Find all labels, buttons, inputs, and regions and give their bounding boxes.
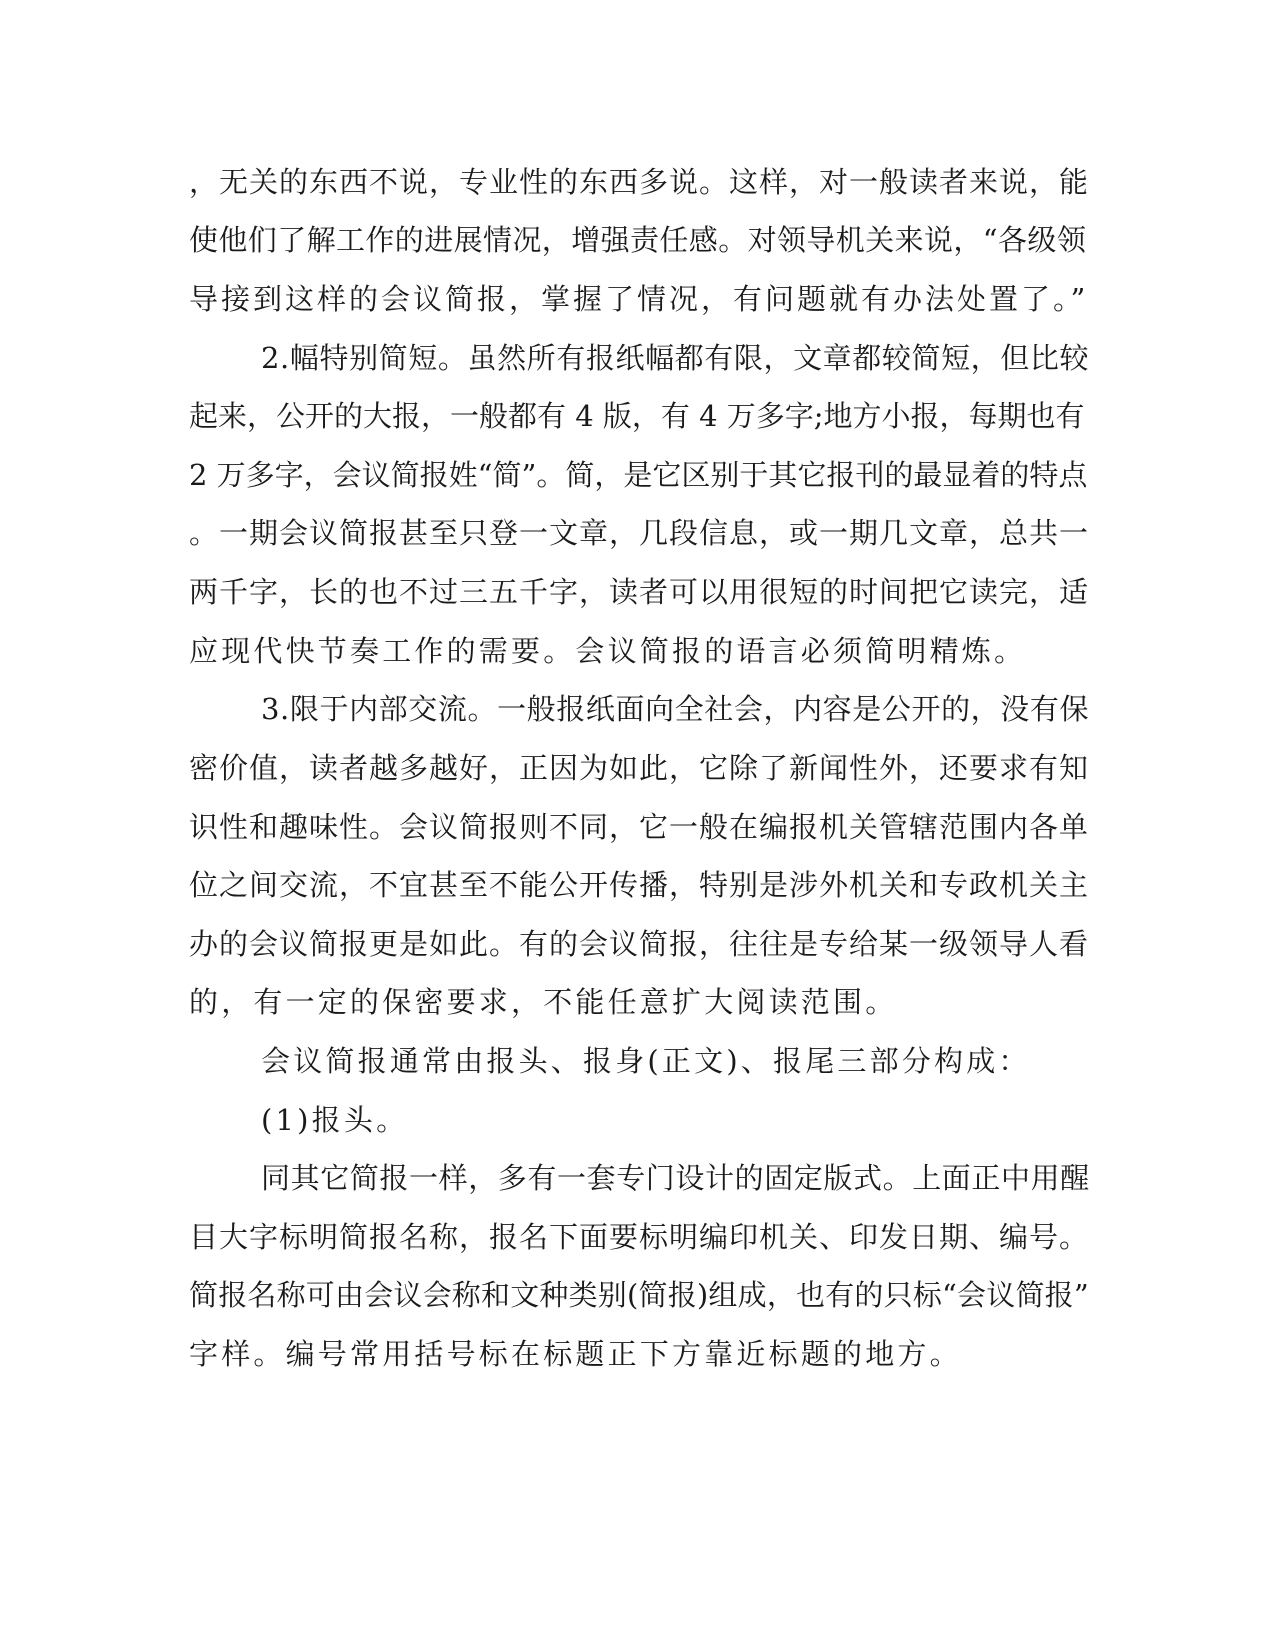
text-line: 位之间交流，不宜甚至不能公开传播，特别是涉外机关和专政机关主 [189, 868, 1090, 902]
text-line: 导接到这样的会议简报，掌握了情况，有问题就有办法处置了。” [189, 282, 1089, 316]
text-line: 使他们了解工作的进展情况，增强责任感。对领导机关来说，“各级领 [189, 223, 1087, 257]
text-line: 2 万多字，会议简报姓“简”。简，是它区别于其它报刊的最显着的特点 [189, 458, 1088, 492]
paragraph-start-line: 同其它简报一样，多有一套专门设计的固定版式。上面正中用醒 [261, 1161, 1090, 1195]
paragraph-start-line: 2.幅特别简短。虽然所有报纸幅都有限，文章都较简短，但比较 [261, 341, 1090, 375]
paragraph-start-line: 会议简报通常由报头、报身(正文)、报尾三部分构成： [261, 1044, 1031, 1078]
text-line: 密价值，读者越多越好，正因为如此，它除了新闻性外，还要求有知 [189, 751, 1090, 785]
text-line: 。一期会议简报甚至只登一文章，几段信息，或一期几文章，总共一 [189, 516, 1090, 550]
text-line: ，无关的东西不说，专业性的东西多说。这样，对一般读者来说，能 [189, 165, 1090, 199]
text-line: 的，有一定的保密要求，不能任意扩大阅读范围。 [189, 985, 898, 1019]
text-line: 两千字，长的也不过三五千字，读者可以用很短的时间把它读完，适 [189, 575, 1090, 609]
section-heading: (1)报头。 [261, 1103, 409, 1137]
text-line: 简报名称可由会议会称和文种类别(简报)组成，也有的只标“会议简报” [189, 1278, 1089, 1312]
text-line: 识性和趣味性。会议简报则不同，它一般在编报机关管辖范围内各单 [189, 810, 1090, 844]
text-line: 应现代快节奏工作的需要。会议简报的语言必须简明精炼。 [189, 634, 1027, 668]
paragraph-start-line: 3.限于内部交流。一般报纸面向全社会，内容是公开的，没有保 [261, 692, 1090, 726]
text-line: 起来，公开的大报，一般都有 4 版，有 4 万多字;地方小报，每期也有 [189, 399, 1085, 433]
text-line: 字样。编号常用括号标在标题正下方靠近标题的地方。 [189, 1337, 962, 1371]
text-line: 办的会议简报更是如此。有的会议简报，往往是专给某一级领导人看 [189, 927, 1090, 961]
text-line: 目大字标明简报名称，报名下面要标明编印机关、印发日期、编号。 [189, 1220, 1090, 1254]
